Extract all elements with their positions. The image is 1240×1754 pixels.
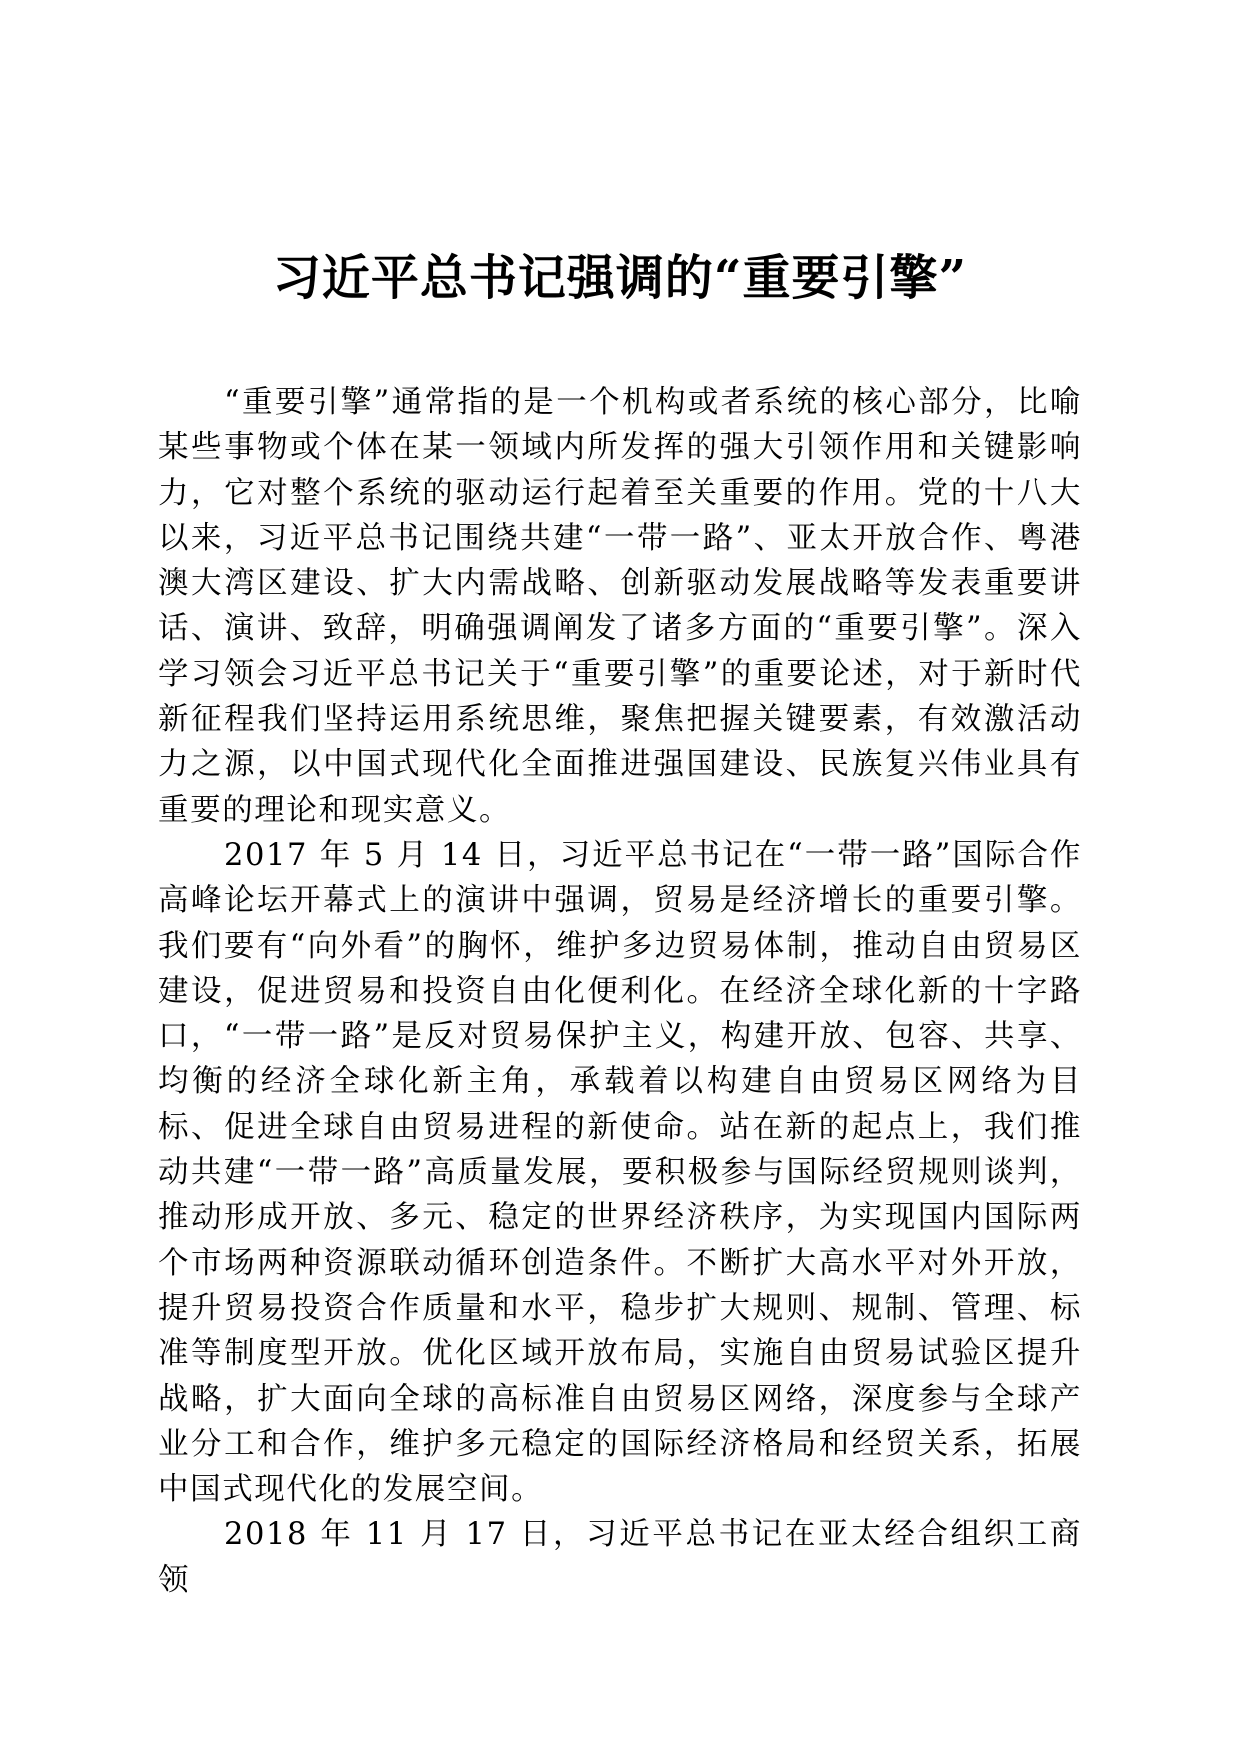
paragraph-intro: “重要引擎”通常指的是一个机构或者系统的核心部分，比喻某些事物或个体在某一领域内所发挥的强大引领作用和关键影响力，它对整个系统的驱动运行起着至关重要的作用。党的十八大以来，习近平总书记围绕共建“一带一路”、亚太开放合作、粤港澳大湾区建设、扩大内需战略、创新驱动发展战略等发表重要讲话、演讲、致辞，明确强调阐发了诸多方面的“重要引擎”。深入学习领会习近平总书记关于“重要引擎”的重要论述，对于新时代新征程我们坚持运用系统思维，聚焦把握关键要素，有效激活动力之源，以中国式现代化全面推进强国建设、民族复兴伟业具有重要的理论和现实意义。	[158, 385, 1082, 828]
document-title: 习近平总书记强调的“重要引擎”	[272, 250, 968, 306]
paragraph-2017: 2017 年 5 月 14 日，习近平总书记在“一带一路”国际合作高峰论坛开幕式上的演讲中强调，贸易是经济增长的重要引擎。我们要有“向外看”的胸怀，维护多边贸易体制，推动自由贸易区建设，促进贸易和投资自由化便利化。在经济全球化新的十字路口，“一带一路”是反对贸易保护主义，构建开放、包容、共享、均衡的经济全球化新主角，承载着以构建自由贸易区网络为目标、促进全球自由贸易进程的新使命。站在新的起点上，我们推动共建“一带一路”高质量发展，要积极参与国际经贸规则谈判，推动形成开放、多元、稳定的世界经济秩序，为实现国内国际两个市场两种资源联动循环创造条件。不断扩大高水平对外开放，提升贸易投资合作质量和水平，稳步扩大规则、规制、管理、标准等制度型开放。优化区域开放布局，实施自由贸易试验区提升战略，扩大面向全球的高标准自由贸易区网络，深度参与全球产业分工和合作，维护多元稳定的国际经济格局和经贸关系，拓展中国式现代化的发展空间。	[158, 837, 1082, 1508]
paragraph-2018: 2018 年 11 月 17 日，习近平总书记在亚太经合组织工商领	[158, 1517, 1082, 1598]
document-body	[158, 380, 1082, 1603]
